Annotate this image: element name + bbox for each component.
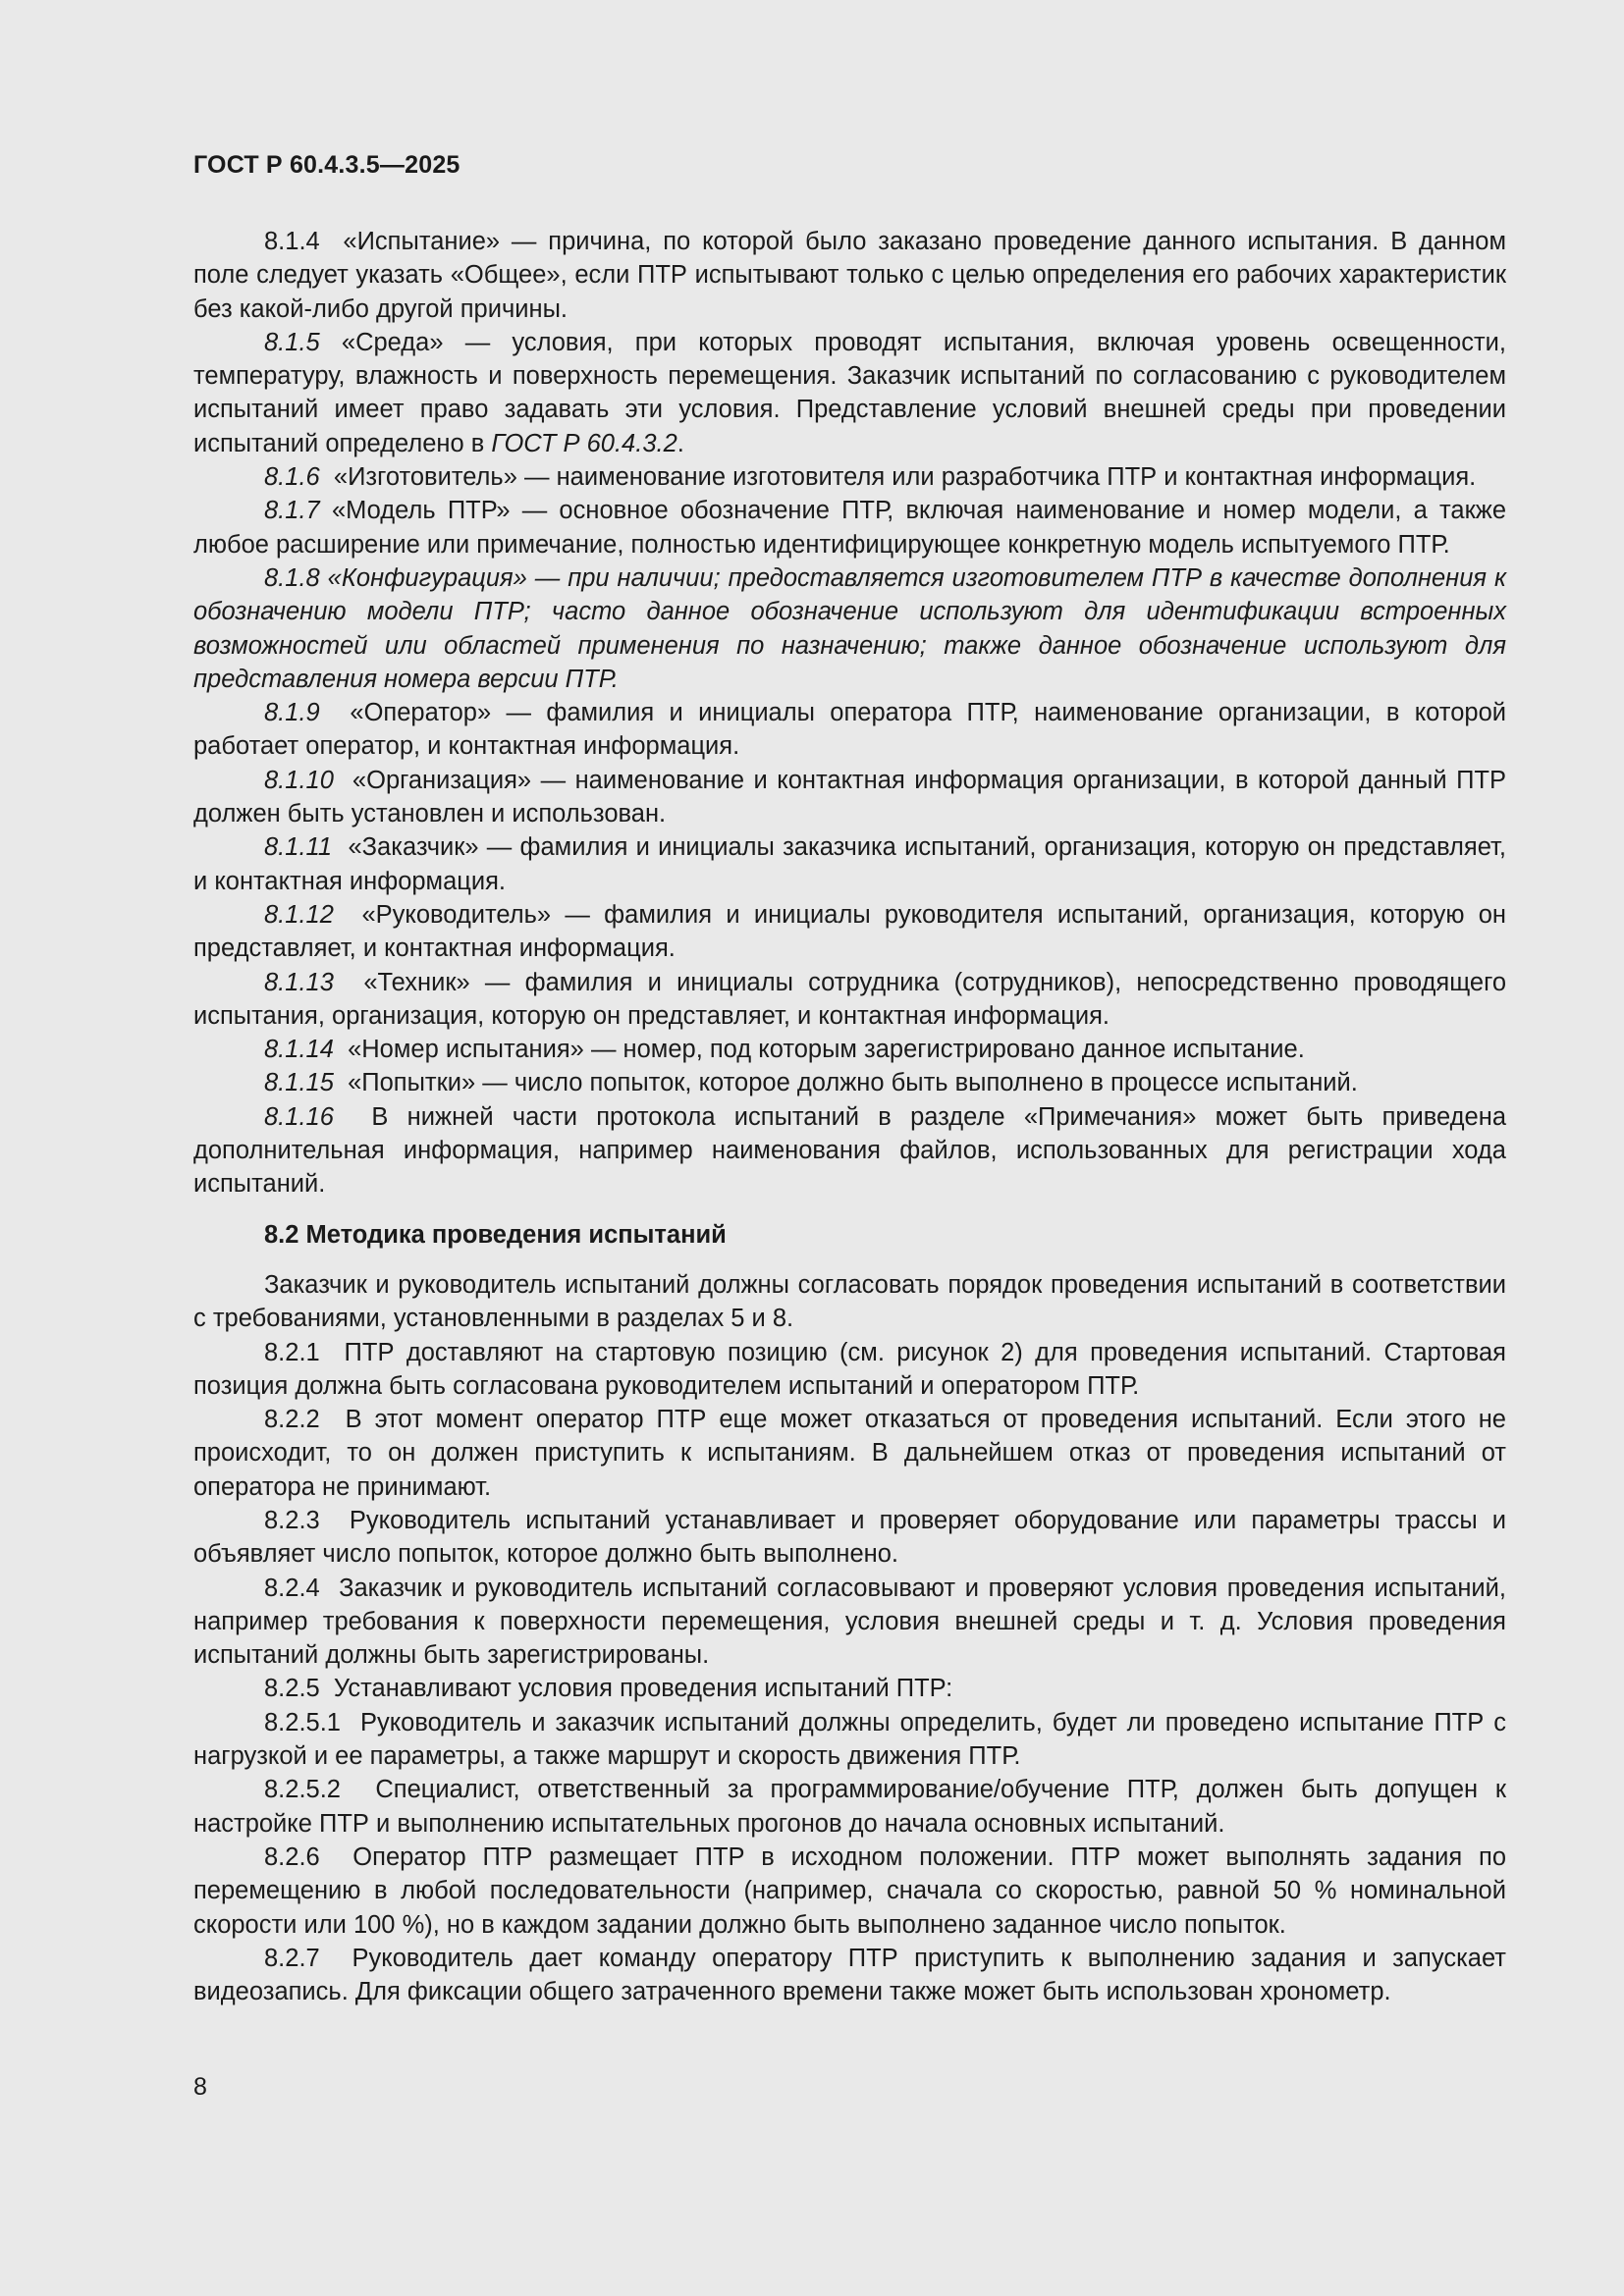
clause-text: «Испытание» — причина, по которой было заказано проведение данного испытания. В данном поле следует указать «Общее», если ПТР испытывают только с целью определения его рабочих характеристик без какой-либо другой причины. [193, 228, 1506, 323]
clause-text: Заказчик и руководитель испытаний согласовывают и проверяют условия проведения испытаний, например требования к поверхности перемещения, условия внешней среды и т. д. Условия проведения испытаний должны быть зарегистрированы. [193, 1574, 1507, 1670]
clause-8-1-4 [193, 225, 1506, 326]
clause-text: Устанавливают условия проведения испытаний ПТР: [333, 1675, 953, 1703]
clause-8-2-4 [193, 1572, 1506, 1673]
clause-8-2-7 [193, 1942, 1506, 2009]
clause-number: 8.1.4 [264, 228, 320, 255]
clause-number: 8.2.5 [264, 1675, 320, 1703]
clause-text: «Руководитель» — фамилия и инициалы руководителя испытаний, организация, которую он представляет, и контактная информация. [193, 900, 1506, 963]
clause-number: 8.1.6 [264, 463, 320, 492]
clause-8-1-10 [193, 764, 1506, 831]
clause-text: Руководитель дает команду оператору ПТР приступить к выполнению задания и запускает видеозапись. Для фиксации общего затраченного времени также может быть использован хронометр. [193, 1944, 1506, 2006]
clause-number: 8.1.15 [264, 1069, 334, 1097]
page-number: 8 [193, 2073, 207, 2101]
clause-number: 8.2.1 [264, 1338, 320, 1366]
clause-text: Специалист, ответственный за программирование/обучение ПТР, должен быть допущен к настройке ПТР и выполнению испытательных прогонов до начала основных испытаний. [193, 1776, 1506, 1838]
clause-text: «Номер испытания» — номер, под которым зарегистрировано данное испытание. [348, 1036, 1305, 1064]
clause-number: 8.2.2 [264, 1406, 320, 1434]
clause-text: «Конфигурация» — при наличии; предоставляется изготовителем ПТР в качестве дополнения к обозначению модели ПТР; часто данное обозначение используют для идентификации встроенных возможностей или областей применения по назначению; также данное обозначение используют для представления номера версии ПТР. [193, 563, 1506, 693]
section-intro: Заказчик и руководитель испытаний должны согласовать порядок проведения испытаний в соответствии с требованиями, установленными в разделах 5 и 8. [193, 1270, 1506, 1333]
clause-text: Руководитель и заказчик испытаний должны определить, будет ли проведено испытание ПТР с нагрузкой и ее параметры, а также маршрут и скорость движения ПТР. [193, 1708, 1507, 1771]
clause-8-2-6 [193, 1841, 1506, 1942]
clause-8-1-5 [193, 326, 1506, 460]
clause-8-2-3 [193, 1504, 1506, 1572]
clause-number: 8.1.12 [264, 900, 334, 929]
clause-8-2-1 [193, 1336, 1506, 1404]
clause-8-1-13 [193, 966, 1506, 1034]
clause-number: 8.1.10 [264, 766, 334, 794]
clause-text: «Организация» — наименование и контактная информация организации, в которой данный ПТР должен быть установлен и использован. [193, 766, 1507, 828]
clause-8-1-6 [193, 460, 1506, 494]
clause-number: 8.1.8 [264, 563, 320, 592]
clause-number: 8.2.4 [264, 1574, 320, 1602]
clause-text: В этот момент оператор ПТР еще может отказаться от проведения испытаний. Если этого не происходит, то он должен приступить к испытаниям. В дальнейшем отказ от проведения испытаний от оператора не принимают. [193, 1406, 1506, 1501]
clause-number: 8.2.3 [264, 1506, 320, 1534]
standard-header: ГОСТ Р 60.4.3.5—2025 [193, 151, 460, 179]
standard-reference: ГОСТ Р 60.4.3.2 [491, 429, 677, 457]
clause-8-1-16 [193, 1100, 1506, 1201]
clause-number: 8.1.7 [264, 497, 320, 525]
clause-number: 8.1.5 [264, 328, 320, 356]
clause-8-2-5-1 [193, 1706, 1506, 1774]
clause-8-1-8 [193, 561, 1506, 696]
section-title: 8.2 Методика проведения испытаний [264, 1220, 727, 1249]
clause-number: 8.1.11 [264, 833, 333, 862]
clause-number: 8.2.7 [264, 1944, 320, 1972]
clause-text: ПТР доставляют на стартовую позицию (см. рисунок 2) для проведения испытаний. Стартовая позиция должна быть согласована руководителем испытаний и оператором ПТР. [193, 1338, 1506, 1400]
clause-8-1-15 [193, 1066, 1506, 1099]
clause-number: 8.1.9 [264, 699, 320, 727]
clause-text: Оператор ПТР размещает ПТР в исходном положении. ПТР может выполнять задания по перемещению в любой последовательности (например, сначала со скоростью, равной 50 % номинальной скорости или 100 %), но в каждом задании должно быть выполнено заданное число попыток. [193, 1842, 1507, 1939]
clause-text: «Техник» — фамилия и инициалы сотрудника (сотрудников), непосредственно проводящего испытания, организация, которую он представляет, и контактная информация. [193, 968, 1507, 1030]
clause-8-1-9 [193, 696, 1506, 764]
clause-text: «Оператор» — фамилия и инициалы оператора ПТР, наименование организации, в которой работает оператор, и контактная информация. [193, 699, 1506, 761]
clause-text: В нижней части протокола испытаний в разделе «Примечания» может быть приведена дополнительная информация, например наименования файлов, использованных для регистрации хода испытаний. [193, 1102, 1507, 1199]
clause-text: «Заказчик» — фамилия и инициалы заказчика испытаний, организация, которую он представляет, и контактная информация. [193, 833, 1506, 895]
clause-text: «Среда» — условия, при которых проводят испытания, включая уровень освещенности, температуру, влажность и поверхность перемещения. Заказчик испытаний по согласованию с руководителем испытаний имеет право задавать эти условия. Представление условий внешней среды при проведении испытаний определено в [193, 328, 1506, 457]
clause-number: 8.1.13 [264, 968, 334, 996]
clause-8-1-12 [193, 898, 1506, 966]
clause-number: 8.1.14 [264, 1036, 334, 1064]
clause-8-2-5 [193, 1672, 1506, 1705]
clause-number: 8.1.16 [264, 1102, 334, 1131]
clause-8-1-14 [193, 1033, 1506, 1066]
clause-text: «Попытки» — число попыток, которое должно быть выполнено в процессе испытаний. [348, 1069, 1358, 1097]
clause-8-2-5-2 [193, 1773, 1506, 1841]
clause-text: Руководитель испытаний устанавливает и проверяет оборудование или параметры трассы и объявляет число попыток, которое должно быть выполнено. [193, 1506, 1507, 1569]
clause-8-1-11 [193, 830, 1506, 898]
clause-text: «Модель ПТР» — основное обозначение ПТР, включая наименование и номер модели, а также любое расширение или примечание, полностью идентифицирующее конкретную модель испытуемого ПТР. [193, 497, 1506, 559]
clause-8-1-7 [193, 494, 1506, 561]
clause-number: 8.2.5.2 [264, 1776, 341, 1804]
clause-number: 8.2.5.1 [264, 1708, 341, 1736]
clause-number: 8.2.6 [264, 1842, 320, 1871]
page-content [193, 225, 1506, 2008]
clause-text: «Изготовитель» — наименование изготовителя или разработчика ПТР и контактная информация. [333, 463, 1477, 492]
clause-8-2-2 [193, 1403, 1506, 1504]
clause-tail: . [677, 429, 684, 457]
